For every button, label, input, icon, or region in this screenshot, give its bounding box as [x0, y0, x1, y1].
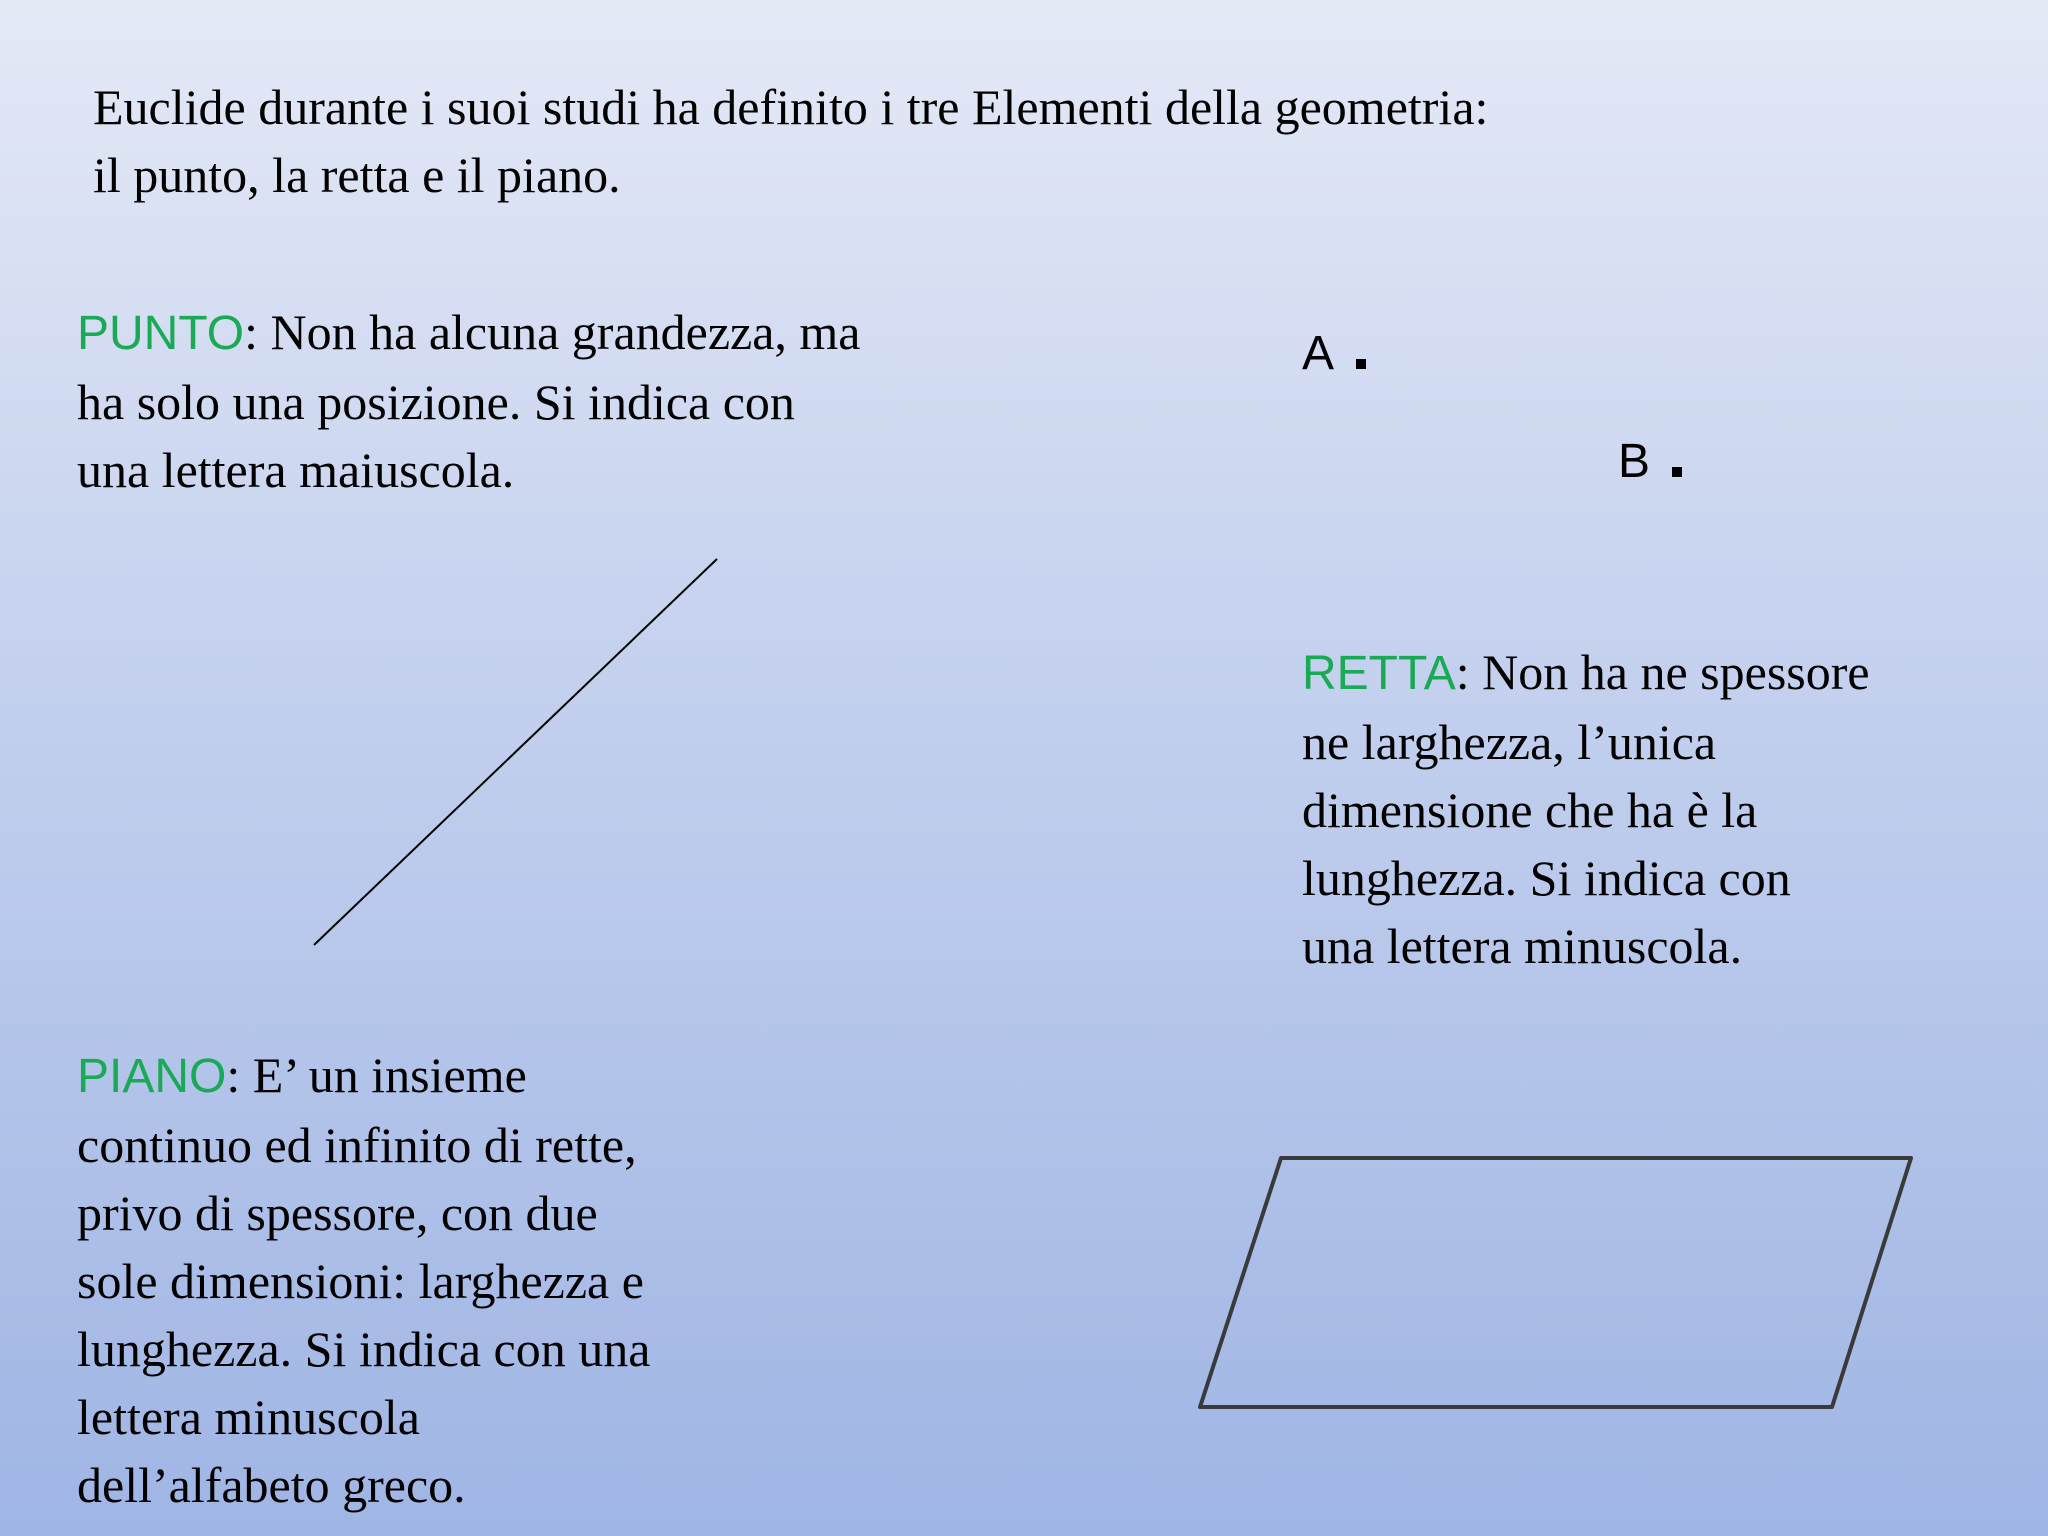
line-figure [314, 559, 717, 945]
piano-line-2: continuo ed infinito di rette, [77, 1117, 637, 1173]
retta-line-1 [1302, 638, 1870, 708]
retta-line-4: lunghezza. Si indica con [1302, 850, 1791, 906]
piano-line-3: privo di spessore, con due [77, 1185, 598, 1241]
point-a-dot [1356, 359, 1366, 369]
intro-text [93, 73, 1488, 209]
point-a [1302, 326, 1366, 382]
piano-definition [77, 1041, 650, 1519]
punto-line-1 [77, 298, 861, 368]
point-b-label: B [1618, 435, 1651, 488]
piano-line-4: sole dimensioni: larghezza e [77, 1253, 644, 1309]
piano-line-7: dell’alfabeto greco. [77, 1457, 466, 1513]
piano-line-1-text: : E’ un insieme [226, 1047, 527, 1103]
punto-definition [77, 298, 861, 504]
retta-line-2: ne larghezza, l’unica [1302, 714, 1717, 770]
piano-line-5: lunghezza. Si indica con una [77, 1321, 651, 1377]
piano-term: PIANO [77, 1050, 227, 1103]
punto-term: PUNTO [77, 307, 245, 360]
retta-line-5: una lettera minuscola. [1302, 918, 1743, 974]
punto-line-2: ha solo una posizione. Si indica con [77, 374, 795, 430]
punto-line-1-text: : Non ha alcuna grandezza, ma [244, 304, 861, 360]
point-b [1618, 434, 1682, 490]
point-a-label: A [1302, 327, 1335, 380]
piano-line-1 [77, 1041, 650, 1111]
intro-line-2: il punto, la retta e il piano. [93, 147, 621, 203]
retta-line-1-text: : Non ha ne spessore [1455, 644, 1870, 700]
intro-line-1: Euclide durante i suoi studi ha definito i tre Elementi della geometria: [93, 79, 1489, 135]
retta-definition [1302, 638, 1870, 980]
point-b-dot [1672, 467, 1682, 477]
punto-line-3: una lettera maiuscola. [77, 442, 515, 498]
piano-line-6: lettera minuscola [77, 1389, 420, 1445]
retta-line-3: dimensione che ha è la [1302, 782, 1758, 838]
retta-term: RETTA [1302, 647, 1456, 700]
plane-figure [1200, 1158, 1911, 1407]
